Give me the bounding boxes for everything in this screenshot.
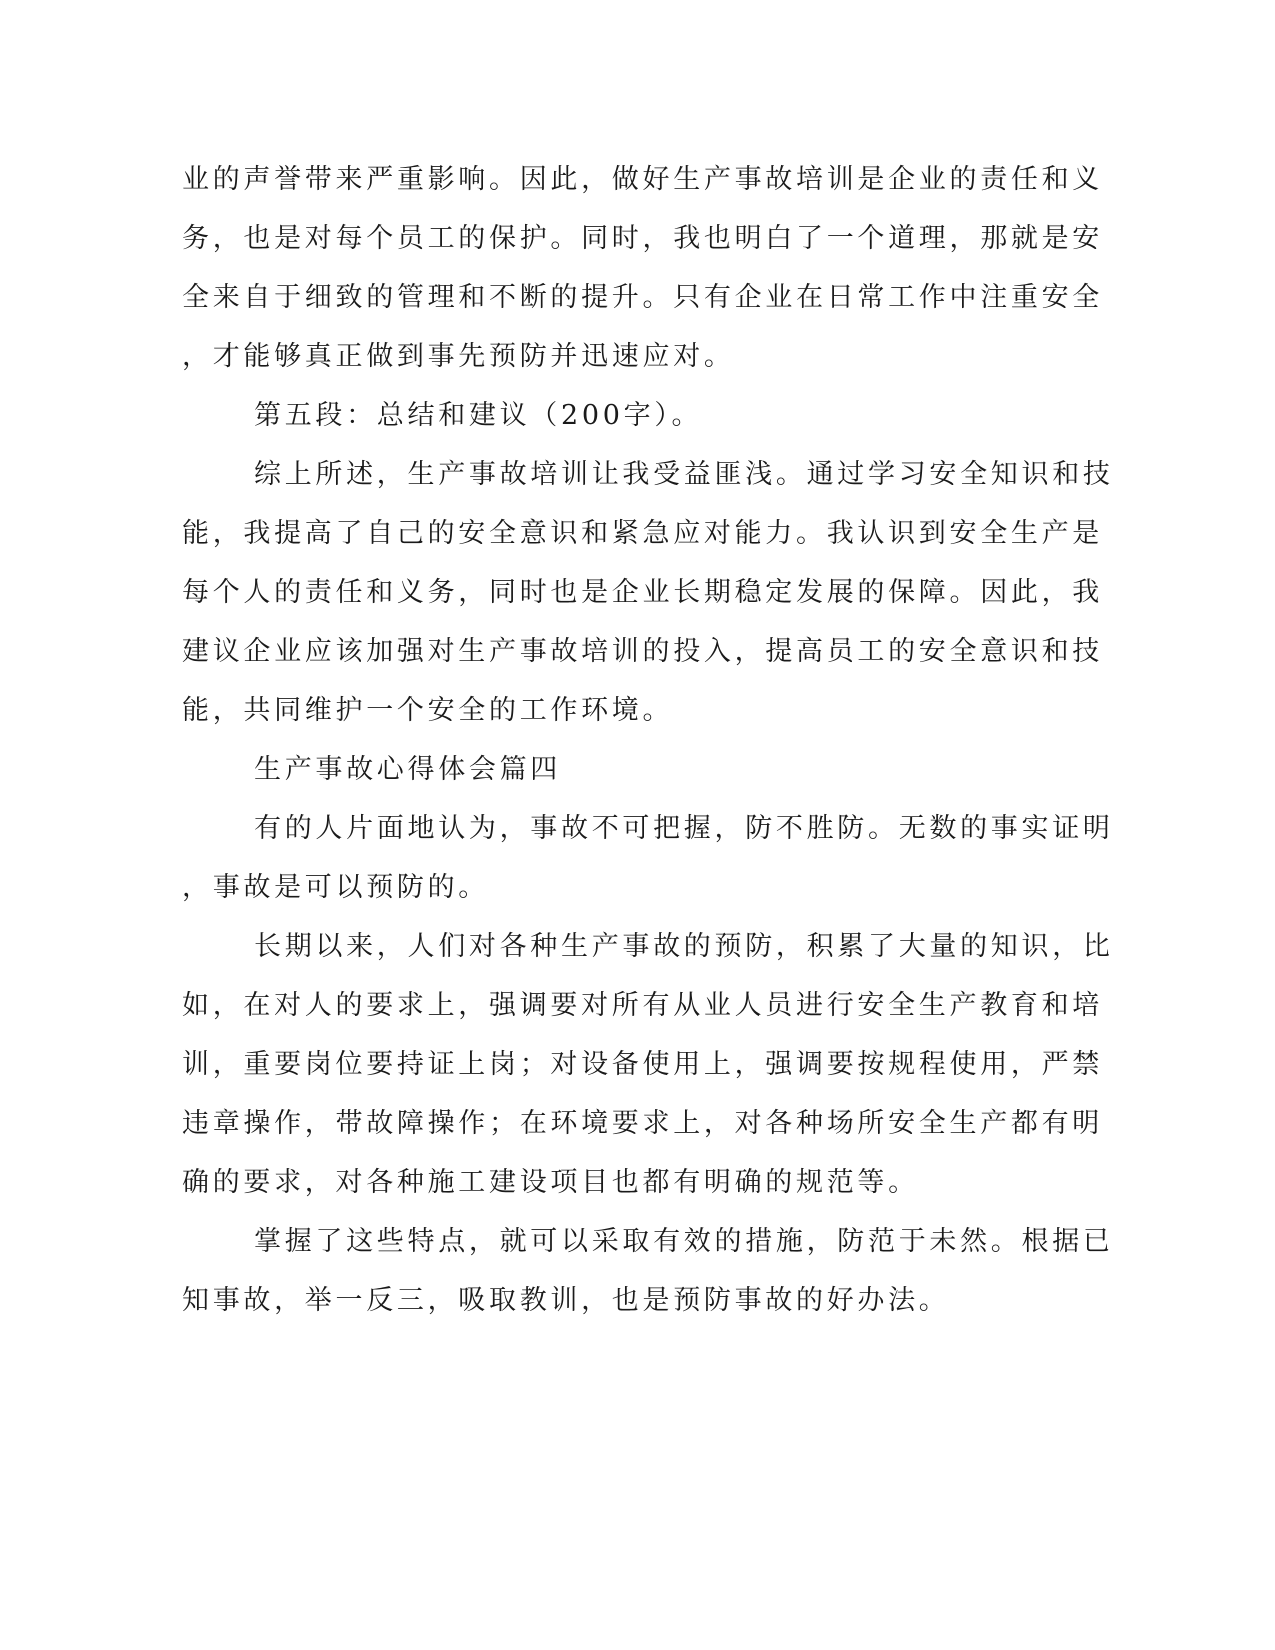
paragraph-line: 有的人片面地认为，事故不可把握，防不胜防。无数的事实证明 — [254, 813, 1114, 844]
paragraph-line: 业的声誉带来严重影响。因此，做好生产事故培训是企业的责任和义 — [182, 164, 1103, 195]
paragraph-line: 能，共同维护一个安全的工作环境。 — [182, 695, 674, 726]
paragraph-line: ，才能够真正做到事先预防并迅速应对。 — [182, 341, 735, 372]
article-heading: 生产事故心得体会篇四 — [254, 754, 561, 785]
paragraph-line: 如，在对人的要求上，强调要对所有从业人员进行安全生产教育和培 — [182, 990, 1103, 1021]
paragraph-line: 确的要求，对各种施工建设项目也都有明确的规范等。 — [182, 1167, 919, 1198]
paragraph-line: 知事故，举一反三，吸取教训，也是预防事故的好办法。 — [182, 1285, 950, 1316]
section-heading: 第五段：总结和建议（200字）。 — [254, 400, 703, 431]
paragraph-line: 长期以来，人们对各种生产事故的预防，积累了大量的知识，比 — [254, 931, 1114, 962]
paragraph-line: 每个人的责任和义务，同时也是企业长期稳定发展的保障。因此，我 — [182, 577, 1103, 608]
paragraph-line: 能，我提高了自己的安全意识和紧急应对能力。我认识到安全生产是 — [182, 518, 1103, 549]
paragraph-line: 违章操作，带故障操作；在环境要求上，对各种场所安全生产都有明 — [182, 1108, 1103, 1139]
paragraph-line: 全来自于细致的管理和不断的提升。只有企业在日常工作中注重安全 — [182, 282, 1103, 313]
paragraph-line: 综上所述，生产事故培训让我受益匪浅。通过学习安全知识和技 — [254, 459, 1114, 490]
paragraph-line: ，事故是可以预防的。 — [182, 872, 489, 903]
paragraph-line: 建议企业应该加强对生产事故培训的投入，提高员工的安全意识和技 — [182, 636, 1103, 667]
paragraph-line: 务，也是对每个员工的保护。同时，我也明白了一个道理，那就是安 — [182, 223, 1103, 254]
paragraph-line: 掌握了这些特点，就可以采取有效的措施，防范于未然。根据已 — [254, 1226, 1114, 1257]
paragraph-line: 训，重要岗位要持证上岗；对设备使用上，强调要按规程使用，严禁 — [182, 1049, 1103, 1080]
